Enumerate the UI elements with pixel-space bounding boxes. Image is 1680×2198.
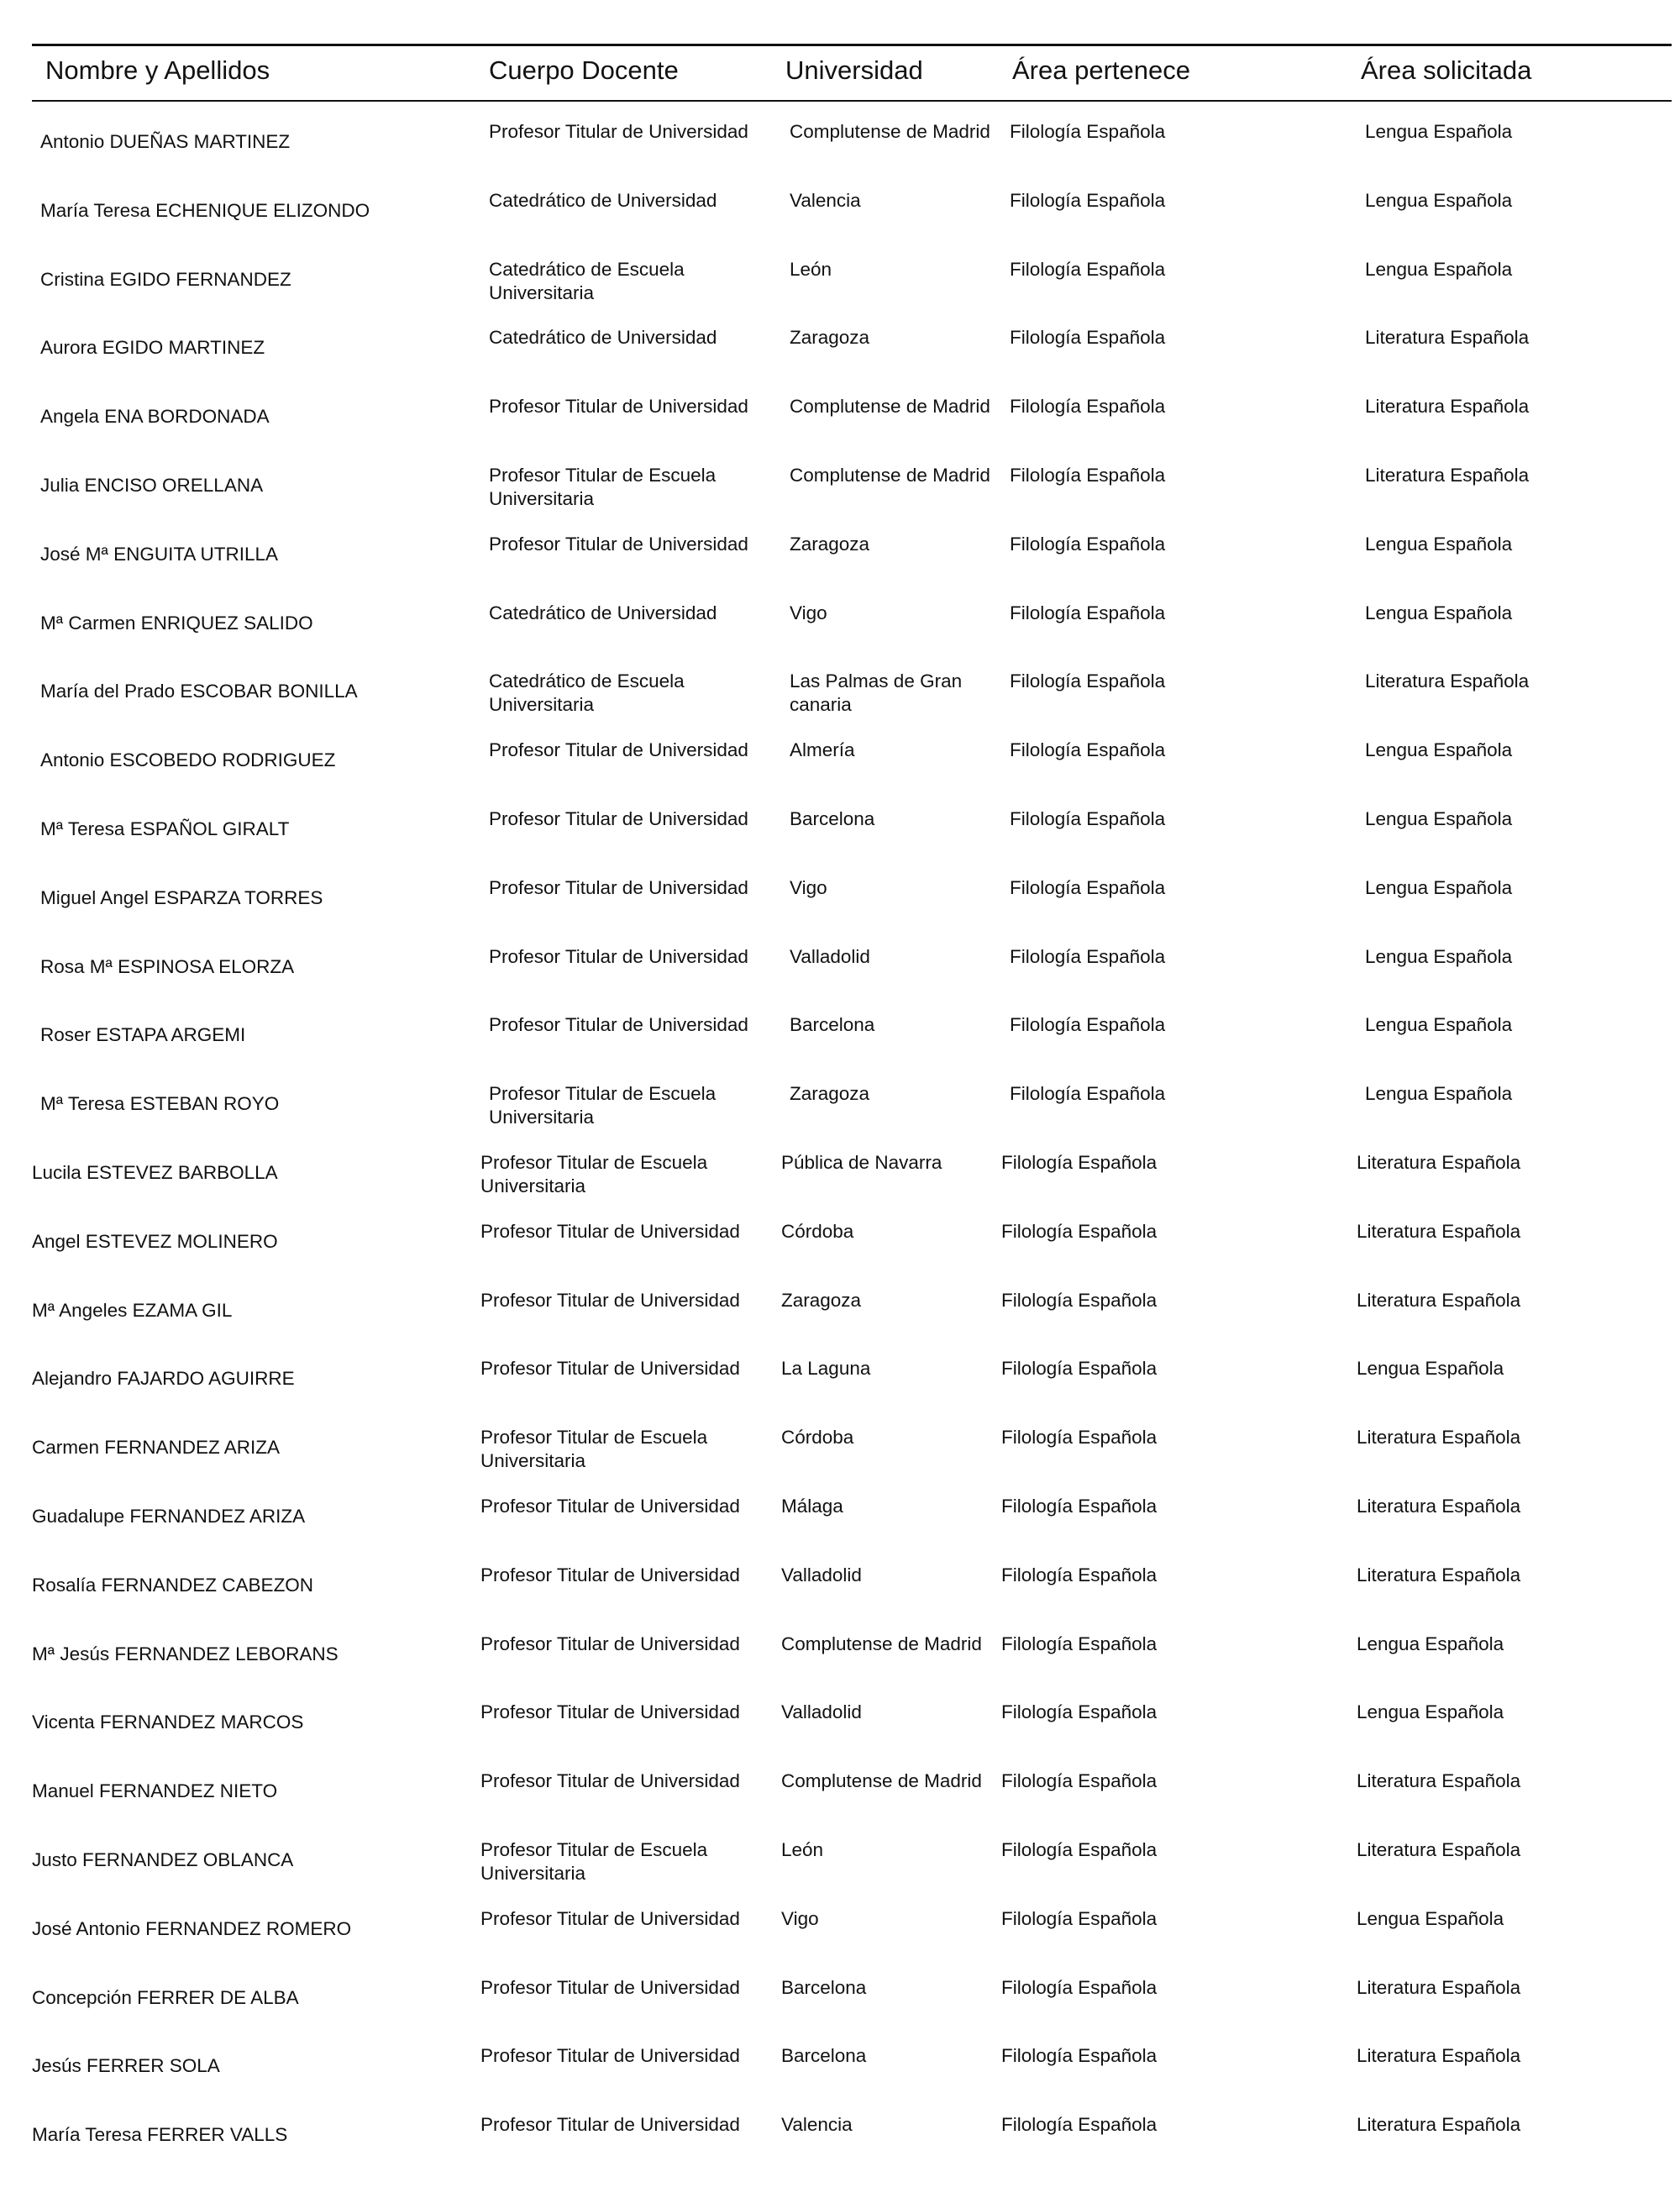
table-row	[0, 258, 1680, 325]
table-row	[0, 876, 1680, 944]
cell-area-pertenece: Filología Española	[1010, 327, 1166, 349]
cell-cuerpo-docente: Profesor Titular de Universidad	[489, 533, 748, 555]
cell-universidad: Complutense de Madrid	[790, 121, 990, 142]
cell-cuerpo-docente: Profesor Titular de Universidad	[489, 121, 748, 142]
cell-nombre: Angela ENA BORDONADA	[40, 406, 270, 428]
cell-universidad: Vigo	[781, 1907, 819, 1929]
header-universidad: Universidad	[785, 55, 923, 85]
table-row	[0, 2044, 1672, 2111]
cell-universidad: Zaragoza	[781, 1289, 862, 1311]
cell-universidad: Complutense de Madrid	[781, 1633, 982, 1654]
cell-universidad: Barcelona	[781, 2045, 867, 2067]
table-row	[0, 1701, 1672, 1768]
cell-nombre: Carmen FERNANDEZ ARIZA	[32, 1437, 281, 1459]
table-row	[0, 1426, 1672, 1493]
cell-area-pertenece: Filología Española	[1001, 2114, 1158, 2136]
cell-area-pertenece: Filología Española	[1001, 1633, 1158, 1654]
cell-area-pertenece: Filología Española	[1010, 121, 1166, 142]
cell-cuerpo-docente: Profesor Titular de Universidad	[489, 876, 748, 898]
cell-universidad: Valladolid	[781, 1701, 862, 1723]
cell-area-pertenece: Filología Española	[1001, 1152, 1158, 1173]
cell-area-pertenece: Filología Española	[1001, 1701, 1158, 1723]
cell-nombre: Mª Carmen ENRIQUEZ SALIDO	[40, 612, 313, 634]
cell-area-pertenece: Filología Española	[1001, 1358, 1158, 1380]
cell-nombre: Angel ESTEVEZ MOLINERO	[32, 1230, 278, 1252]
cell-nombre: Roser ESTAPA ARGEMI	[40, 1024, 246, 1046]
cell-area-solicitada: Literatura Española	[1365, 327, 1530, 349]
table-row	[0, 189, 1680, 256]
cell-area-solicitada: Lengua Española	[1365, 739, 1513, 761]
cell-universidad: Barcelona	[790, 1014, 875, 1036]
table-row	[0, 120, 1680, 187]
cell-area-solicitada: Lengua Española	[1365, 602, 1513, 623]
cell-cuerpo-docente: Profesor Titular de Universidad	[480, 1907, 740, 1929]
cell-cuerpo-docente: Catedrático de Escuela Universitaria	[489, 670, 685, 716]
table-row	[0, 395, 1680, 462]
table-row	[0, 2113, 1672, 2180]
cell-area-pertenece: Filología Española	[1010, 876, 1166, 898]
cell-nombre: Mª Angeles EZAMA GIL	[32, 1299, 233, 1321]
cell-nombre: Antonio ESCOBEDO RODRIGUEZ	[40, 749, 336, 771]
header-area-pertenece: Área pertenece	[1012, 55, 1190, 85]
cell-area-solicitada: Lengua Española	[1365, 1014, 1513, 1036]
table-row	[0, 1220, 1672, 1287]
cell-cuerpo-docente: Profesor Titular de Universidad	[480, 1289, 740, 1311]
cell-universidad: La Laguna	[781, 1358, 871, 1380]
cell-cuerpo-docente: Profesor Titular de Universidad	[489, 739, 748, 761]
table-row	[0, 533, 1680, 600]
cell-cuerpo-docente: Catedrático de Universidad	[489, 602, 717, 623]
cell-area-solicitada: Literatura Española	[1357, 1152, 1521, 1173]
cell-universidad: Vigo	[790, 602, 827, 623]
cell-area-solicitada: Lengua Española	[1357, 1358, 1504, 1380]
cell-universidad: Barcelona	[790, 808, 875, 829]
table-row	[0, 1769, 1672, 1837]
cell-cuerpo-docente: Profesor Titular de Universidad	[480, 1496, 740, 1517]
cell-nombre: Concepción FERRER DE ALBA	[32, 1986, 299, 2008]
table-row	[0, 1082, 1680, 1149]
cell-universidad: Pública de Navarra	[781, 1152, 942, 1173]
cell-universidad: Málaga	[781, 1496, 843, 1517]
table-row	[0, 1495, 1672, 1562]
cell-area-solicitada: Lengua Española	[1357, 1907, 1504, 1929]
cell-area-pertenece: Filología Española	[1001, 1770, 1158, 1792]
cell-nombre: Guadalupe FERNANDEZ ARIZA	[32, 1506, 306, 1527]
cell-cuerpo-docente: Profesor Titular de Universidad	[480, 1770, 740, 1792]
cell-universidad: Barcelona	[781, 1976, 867, 1998]
cell-universidad: Complutense de Madrid	[790, 396, 990, 418]
cell-universidad: Zaragoza	[790, 327, 870, 349]
cell-area-pertenece: Filología Española	[1010, 258, 1166, 280]
cell-area-solicitada: Literatura Española	[1357, 1220, 1521, 1242]
cell-cuerpo-docente: Profesor Titular de Universidad	[480, 1564, 740, 1585]
cell-cuerpo-docente: Profesor Titular de Universidad	[480, 1220, 740, 1242]
cell-area-solicitada: Literatura Española	[1357, 1564, 1521, 1585]
cell-area-solicitada: Lengua Española	[1365, 808, 1513, 829]
cell-area-solicitada: Literatura Española	[1357, 1976, 1521, 1998]
cell-universidad: Valladolid	[790, 945, 870, 967]
cell-nombre: Antonio DUEÑAS MARTINEZ	[40, 131, 291, 152]
cell-nombre: Julia ENCISO ORELLANA	[40, 475, 264, 496]
cell-cuerpo-docente: Profesor Titular de Universidad	[489, 1014, 748, 1036]
cell-cuerpo-docente: Profesor Titular de Escuela Universitaria	[480, 1839, 708, 1884]
table-row	[0, 1633, 1672, 1700]
cell-universidad: Vigo	[790, 876, 827, 898]
cell-nombre: Miguel Angel ESPARZA TORRES	[40, 886, 323, 908]
cell-area-pertenece: Filología Española	[1001, 1496, 1158, 1517]
cell-area-solicitada: Literatura Española	[1357, 2114, 1521, 2136]
cell-cuerpo-docente: Profesor Titular de Universidad	[489, 945, 748, 967]
table-row	[0, 326, 1680, 393]
table-row	[0, 670, 1680, 737]
cell-area-solicitada: Literatura Española	[1357, 1496, 1521, 1517]
cell-universidad: Valladolid	[781, 1564, 862, 1585]
cell-area-pertenece: Filología Española	[1010, 533, 1166, 555]
cell-nombre: Manuel FERNANDEZ NIETO	[32, 1780, 278, 1802]
cell-universidad: Las Palmas de Gran canaria	[790, 670, 963, 716]
header-nombre: Nombre y Apellidos	[45, 55, 270, 85]
cell-cuerpo-docente: Profesor Titular de Universidad	[480, 2045, 740, 2067]
cell-nombre: Rosalía FERNANDEZ CABEZON	[32, 1574, 314, 1596]
cell-area-solicitada: Literatura Española	[1357, 2045, 1521, 2067]
cell-area-solicitada: Lengua Española	[1365, 876, 1513, 898]
table-row	[0, 1976, 1672, 2043]
cell-area-pertenece: Filología Española	[1001, 2045, 1158, 2067]
cell-nombre: Lucila ESTEVEZ BARBOLLA	[32, 1162, 278, 1183]
cell-universidad: Zaragoza	[790, 1083, 870, 1105]
table-row	[0, 1013, 1680, 1081]
cell-universidad: Valencia	[781, 2114, 853, 2136]
cell-area-solicitada: Lengua Española	[1365, 1083, 1513, 1105]
cell-area-solicitada: Literatura Española	[1357, 1770, 1521, 1792]
cell-area-solicitada: Lengua Española	[1365, 533, 1513, 555]
cell-area-pertenece: Filología Española	[1010, 808, 1166, 829]
cell-area-solicitada: Lengua Española	[1365, 258, 1513, 280]
cell-universidad: Complutense de Madrid	[781, 1770, 982, 1792]
cell-area-solicitada: Lengua Española	[1365, 189, 1513, 211]
cell-nombre: Jesús FERRER SOLA	[32, 2055, 220, 2077]
cell-nombre: Mª Jesús FERNANDEZ LEBORANS	[32, 1643, 339, 1664]
cell-cuerpo-docente: Profesor Titular de Universidad	[480, 1976, 740, 1998]
cell-area-pertenece: Filología Española	[1001, 1289, 1158, 1311]
cell-universidad: Complutense de Madrid	[790, 465, 990, 486]
top-rule	[32, 44, 1672, 46]
cell-area-pertenece: Filología Española	[1001, 1839, 1158, 1860]
cell-area-pertenece: Filología Española	[1010, 1014, 1166, 1036]
cell-nombre: Cristina EGIDO FERNANDEZ	[40, 268, 291, 290]
cell-nombre: Mª Teresa ESPAÑOL GIRALT	[40, 818, 290, 839]
header-cuerpo-docente: Cuerpo Docente	[489, 55, 679, 85]
cell-area-pertenece: Filología Española	[1010, 396, 1166, 418]
cell-nombre: Mª Teresa ESTEBAN ROYO	[40, 1093, 280, 1115]
cell-cuerpo-docente: Profesor Titular de Escuela Universitaria	[480, 1152, 708, 1196]
cell-area-pertenece: Filología Española	[1010, 189, 1166, 211]
cell-nombre: María del Prado ESCOBAR BONILLA	[40, 681, 358, 702]
cell-cuerpo-docente: Profesor Titular de Escuela Universitaria	[489, 1083, 717, 1128]
cell-nombre: María Teresa ECHENIQUE ELIZONDO	[40, 199, 370, 221]
cell-area-solicitada: Lengua Española	[1357, 1701, 1504, 1723]
cell-universidad: Valencia	[790, 189, 861, 211]
cell-area-pertenece: Filología Española	[1001, 1427, 1158, 1449]
cell-universidad: Almería	[790, 739, 855, 761]
table-row	[0, 739, 1680, 806]
cell-cuerpo-docente: Catedrático de Universidad	[489, 189, 717, 211]
cell-nombre: Alejandro FAJARDO AGUIRRE	[32, 1368, 295, 1390]
cell-cuerpo-docente: Profesor Titular de Escuela Universitaria	[489, 465, 717, 509]
cell-area-pertenece: Filología Española	[1001, 1564, 1158, 1585]
cell-area-solicitada: Lengua Española	[1357, 1633, 1504, 1654]
cell-nombre: Aurora EGIDO MARTINEZ	[40, 337, 265, 359]
table-row	[0, 464, 1680, 531]
cell-area-pertenece: Filología Española	[1010, 945, 1166, 967]
header-area-solicitada: Área solicitada	[1361, 55, 1532, 85]
cell-area-pertenece: Filología Española	[1010, 670, 1166, 692]
cell-nombre: María Teresa FERRER VALLS	[32, 2124, 288, 2146]
table-row	[0, 1151, 1672, 1218]
cell-cuerpo-docente: Catedrático de Escuela Universitaria	[489, 258, 685, 303]
cell-area-solicitada: Lengua Española	[1365, 121, 1513, 142]
cell-area-pertenece: Filología Española	[1001, 1220, 1158, 1242]
cell-area-pertenece: Filología Española	[1001, 1976, 1158, 1998]
cell-universidad: Zaragoza	[790, 533, 870, 555]
cell-nombre: José Mª ENGUITA UTRILLA	[40, 543, 278, 565]
cell-area-solicitada: Literatura Española	[1365, 396, 1530, 418]
cell-universidad: León	[790, 258, 832, 280]
table-header	[0, 52, 1680, 94]
table-row	[0, 1838, 1672, 1906]
table-row	[0, 945, 1680, 1012]
table-row	[0, 1907, 1672, 1975]
cell-universidad: Córdoba	[781, 1427, 854, 1449]
cell-area-solicitada: Lengua Española	[1365, 945, 1513, 967]
cell-cuerpo-docente: Profesor Titular de Universidad	[480, 1633, 740, 1654]
cell-area-pertenece: Filología Española	[1001, 1907, 1158, 1929]
cell-nombre: José Antonio FERNANDEZ ROMERO	[32, 1917, 352, 1939]
cell-area-pertenece: Filología Española	[1010, 465, 1166, 486]
table-row	[0, 1357, 1672, 1424]
cell-cuerpo-docente: Catedrático de Universidad	[489, 327, 717, 349]
table-row	[0, 807, 1680, 875]
cell-universidad: León	[781, 1839, 824, 1860]
cell-cuerpo-docente: Profesor Titular de Escuela Universitaria	[480, 1427, 708, 1472]
cell-area-pertenece: Filología Española	[1010, 739, 1166, 761]
cell-universidad: Córdoba	[781, 1220, 854, 1242]
cell-cuerpo-docente: Profesor Titular de Universidad	[489, 396, 748, 418]
table-row	[0, 1289, 1672, 1356]
cell-nombre: Rosa Mª ESPINOSA ELORZA	[40, 955, 295, 977]
cell-cuerpo-docente: Profesor Titular de Universidad	[480, 1701, 740, 1723]
cell-area-solicitada: Literatura Española	[1365, 670, 1530, 692]
cell-area-solicitada: Literatura Española	[1357, 1427, 1521, 1449]
cell-cuerpo-docente: Profesor Titular de Universidad	[480, 1358, 740, 1380]
table-row	[0, 602, 1680, 669]
cell-nombre: Vicenta FERNANDEZ MARCOS	[32, 1712, 304, 1733]
table-row	[0, 1564, 1672, 1631]
cell-cuerpo-docente: Profesor Titular de Universidad	[489, 808, 748, 829]
cell-area-pertenece: Filología Española	[1010, 1083, 1166, 1105]
cell-cuerpo-docente: Profesor Titular de Universidad	[480, 2114, 740, 2136]
cell-nombre: Justo FERNANDEZ OBLANCA	[32, 1849, 294, 1870]
cell-area-solicitada: Literatura Española	[1357, 1839, 1521, 1860]
cell-area-solicitada: Literatura Española	[1357, 1289, 1521, 1311]
cell-area-solicitada: Literatura Española	[1365, 465, 1530, 486]
header-rule	[32, 100, 1672, 102]
cell-area-pertenece: Filología Española	[1010, 602, 1166, 623]
